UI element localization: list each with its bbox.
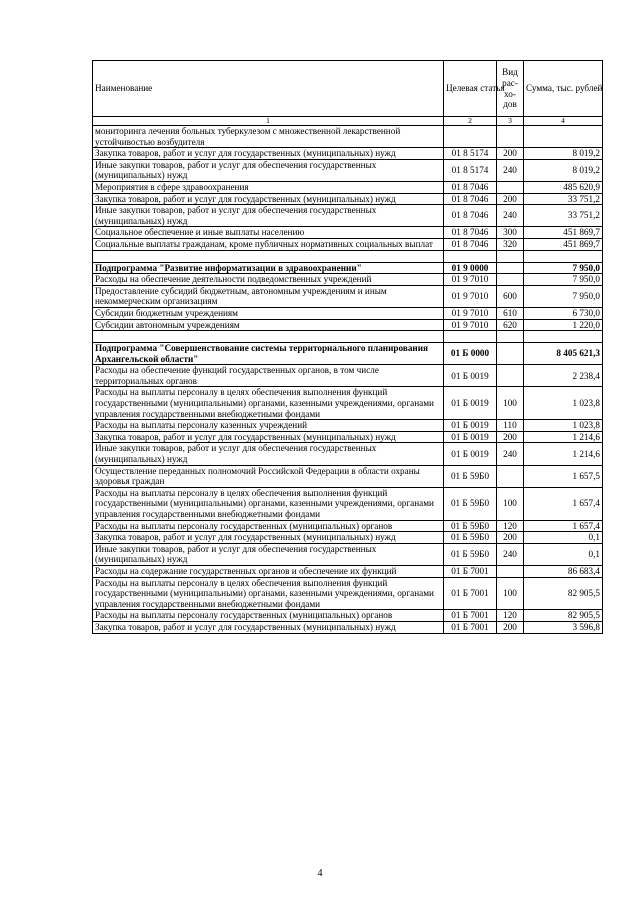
row-sum-cell: 1 214,6 [524,443,603,465]
row-kind-cell [497,250,524,262]
row-code-cell: 01 Б 0000 [444,343,497,365]
header-sum: Сумма, тыс. рублей [524,61,603,117]
row-name-cell: Закупка товаров, работ и услуг для государственных (муниципальных) нужд [93,193,444,205]
row-code-cell: 01 Б 59Б0 [444,487,497,520]
row-sum-cell: 1 657,5 [524,465,603,487]
row-code-cell: 01 9 0000 [444,262,497,274]
row-name-cell [93,331,444,343]
row-sum-cell: 33 751,2 [524,193,603,205]
row-sum-cell: 8 405 621,3 [524,343,603,365]
row-code-cell: 01 9 7010 [444,319,497,331]
column-number: 1 [93,117,444,126]
row-kind-cell [497,181,524,193]
table-row [93,181,603,193]
table-row [93,443,603,465]
row-kind-cell [497,365,524,387]
row-kind-cell: 600 [497,285,524,307]
row-sum-cell: 451 869,7 [524,238,603,250]
row-kind-cell: 200 [497,148,524,160]
header-name: Наименование [93,61,444,117]
row-kind-cell: 200 [497,532,524,544]
row-code-cell: 01 Б 0019 [444,431,497,443]
header-code: Целевая статья [444,61,497,117]
row-kind-cell: 240 [497,205,524,227]
table-row [93,532,603,544]
row-code-cell: 01 Б 59Б0 [444,465,497,487]
row-code-cell: 01 8 5174 [444,148,497,160]
table-row [93,319,603,331]
row-code-cell [444,331,497,343]
table-row [93,431,603,443]
row-code-cell: 01 9 7010 [444,285,497,307]
table-row [93,577,603,610]
row-code-cell: 01 Б 0019 [444,443,497,465]
subprogram-row [93,343,603,365]
row-name-cell: Закупка товаров, работ и услуг для государственных (муниципальных) нужд [93,431,444,443]
row-kind-cell: 200 [497,193,524,205]
row-kind-cell: 610 [497,307,524,319]
table-row [93,621,603,633]
row-code-cell: 01 Б 7001 [444,621,497,633]
row-code-cell: 01 9 7010 [444,274,497,286]
row-sum-cell: 0,1 [524,543,603,565]
row-name-cell: Социальное обеспечение и иные выплаты населению [93,227,444,239]
table-row [93,193,603,205]
row-sum-cell [524,126,603,148]
table-row [93,520,603,532]
row-code-cell: 01 Б 0019 [444,387,497,420]
table-row [93,365,603,387]
row-kind-cell [497,126,524,148]
row-sum-cell: 6 730,0 [524,307,603,319]
row-kind-cell: 320 [497,238,524,250]
row-kind-cell: 120 [497,610,524,622]
row-name-cell: Социальные выплаты гражданам, кроме публичных нормативных социальных выплат [93,238,444,250]
row-name-cell: Расходы на выплаты персоналу казенных учреждений [93,420,444,432]
budget-sheet [92,60,603,634]
row-name-cell: Субсидии автономным учреждениям [93,319,444,331]
row-code-cell: 01 Б 7001 [444,577,497,610]
row-code-cell: 01 8 7046 [444,181,497,193]
row-kind-cell [497,262,524,274]
row-name-cell: Расходы на выплаты персоналу государственных (муниципальных) органов [93,610,444,622]
row-code-cell: 01 Б 7001 [444,565,497,577]
table-row [93,148,603,160]
row-name-cell: Осуществление переданных полномочий Российской Федерации в области охраны здоровья граждан [93,465,444,487]
subprogram-row [93,262,603,274]
row-kind-cell: 300 [497,227,524,239]
row-name-cell: Расходы на выплаты персоналу в целях обеспечения выполнения функций государственными (муниципальными) органами, казенными учреждениями, органами управления государственными внебюджетными фондами [93,387,444,420]
row-name-cell: Закупка товаров, работ и услуг для государственных (муниципальных) нужд [93,148,444,160]
row-name-cell [93,250,444,262]
row-name-cell: мониторинга лечения больных туберкулезом с множественной лекарственной устойчивостью возбудителя [93,126,444,148]
row-name-cell: Иные закупки товаров, работ и услуг для обеспечения государственных (муниципальных) нужд [93,543,444,565]
row-name-cell: Расходы на выплаты персоналу в целях обеспечения выполнения функций государственными (муниципальными) органами, казенными учреждениями, органами управления государственными внебюджетными фондами [93,487,444,520]
table-row [93,610,603,622]
row-code-cell: 01 Б 0019 [444,365,497,387]
row-kind-cell: 120 [497,520,524,532]
row-kind-cell: 200 [497,431,524,443]
row-name-cell: Мероприятия в сфере здравоохранения [93,181,444,193]
table-row [93,227,603,239]
row-code-cell [444,126,497,148]
row-sum-cell [524,331,603,343]
row-name-cell: Расходы на содержание государственных органов и обеспечение их функций [93,565,444,577]
row-sum-cell: 1 657,4 [524,487,603,520]
row-kind-cell [497,343,524,365]
row-kind-cell [497,565,524,577]
row-sum-cell: 8 019,2 [524,148,603,160]
row-sum-cell: 1 023,8 [524,387,603,420]
row-sum-cell: 3 596,8 [524,621,603,633]
table-row [93,205,603,227]
row-code-cell: 01 Б 0019 [444,420,497,432]
row-code-cell: 01 8 5174 [444,159,497,181]
row-name-cell: Расходы на обеспечение деятельности подведомственных учреждений [93,274,444,286]
table-row [93,543,603,565]
row-code-cell [444,250,497,262]
table-row [93,565,603,577]
header-kind: Вид рас-хо-дов [497,61,524,117]
row-code-cell: 01 Б 59Б0 [444,532,497,544]
spacer-row [93,331,603,343]
row-name-cell: Иные закупки товаров, работ и услуг для обеспечения государственных (муниципальных) нужд [93,159,444,181]
row-name-cell: Подпрограмма "Развитие информатизации в здравоохранении" [93,262,444,274]
table-row [93,420,603,432]
row-kind-cell: 200 [497,621,524,633]
row-sum-cell: 1 220,0 [524,319,603,331]
row-kind-cell: 620 [497,319,524,331]
row-code-cell: 01 Б 59Б0 [444,543,497,565]
column-number: 2 [444,117,497,126]
row-kind-cell [497,274,524,286]
row-name-cell: Расходы на выплаты персоналу в целях обеспечения выполнения функций государственными (муниципальными) органами, казенными учреждениями, органами управления государственными внебюджетными фондами [93,577,444,610]
row-sum-cell: 2 238,4 [524,365,603,387]
row-sum-cell: 451 869,7 [524,227,603,239]
row-sum-cell: 33 751,2 [524,205,603,227]
row-sum-cell: 7 950,0 [524,262,603,274]
table-row [93,274,603,286]
row-kind-cell: 100 [497,577,524,610]
table-row [93,487,603,520]
row-kind-cell: 240 [497,159,524,181]
row-sum-cell: 8 019,2 [524,159,603,181]
row-name-cell: Расходы на выплаты персоналу государственных (муниципальных) органов [93,520,444,532]
row-code-cell: 01 9 7010 [444,307,497,319]
row-code-cell: 01 8 7046 [444,205,497,227]
row-sum-cell: 7 950,0 [524,285,603,307]
row-code-cell: 01 Б 7001 [444,610,497,622]
row-name-cell: Иные закупки товаров, работ и услуг для обеспечения государственных (муниципальных) нужд [93,205,444,227]
row-name-cell: Закупка товаров, работ и услуг для государственных (муниципальных) нужд [93,621,444,633]
row-sum-cell [524,250,603,262]
row-sum-cell: 82 905,5 [524,610,603,622]
page-number: 4 [317,868,323,879]
row-sum-cell: 86 683,4 [524,565,603,577]
row-name-cell: Расходы на обеспечение функций государственных органов, в том числе территориальных органов [93,365,444,387]
row-name-cell: Закупка товаров, работ и услуг для государственных (муниципальных) нужд [93,532,444,544]
row-name-cell: Субсидии бюджетным учреждениям [93,307,444,319]
row-kind-cell: 240 [497,443,524,465]
table-row [93,126,603,148]
budget-table [92,60,603,634]
column-number: 3 [497,117,524,126]
table-row [93,159,603,181]
row-sum-cell: 82 905,5 [524,577,603,610]
table-row [93,307,603,319]
row-kind-cell: 100 [497,487,524,520]
column-number: 4 [524,117,603,126]
row-sum-cell: 1 657,4 [524,520,603,532]
row-sum-cell: 1 214,6 [524,431,603,443]
table-row [93,387,603,420]
row-sum-cell: 1 023,8 [524,420,603,432]
row-kind-cell: 240 [497,543,524,565]
row-sum-cell: 0,1 [524,532,603,544]
row-kind-cell [497,331,524,343]
row-name-cell: Подпрограмма "Совершенствование системы территориального планирования Архангельской области" [93,343,444,365]
table-body [93,126,603,634]
table-row [93,285,603,307]
row-code-cell: 01 8 7046 [444,193,497,205]
row-kind-cell [497,465,524,487]
row-name-cell: Предоставление субсидий бюджетным, автономным учреждениям и иным некоммерческим организациям [93,285,444,307]
row-name-cell: Иные закупки товаров, работ и услуг для обеспечения государственных (муниципальных) нужд [93,443,444,465]
row-code-cell: 01 Б 59Б0 [444,520,497,532]
spacer-row [93,250,603,262]
row-sum-cell: 7 950,0 [524,274,603,286]
column-number-row [93,117,603,126]
row-code-cell: 01 8 7046 [444,227,497,239]
table-header-row [93,61,603,117]
row-sum-cell: 485 620,9 [524,181,603,193]
row-kind-cell: 110 [497,420,524,432]
table-row [93,238,603,250]
row-kind-cell: 100 [497,387,524,420]
row-code-cell: 01 8 7046 [444,238,497,250]
table-row [93,465,603,487]
